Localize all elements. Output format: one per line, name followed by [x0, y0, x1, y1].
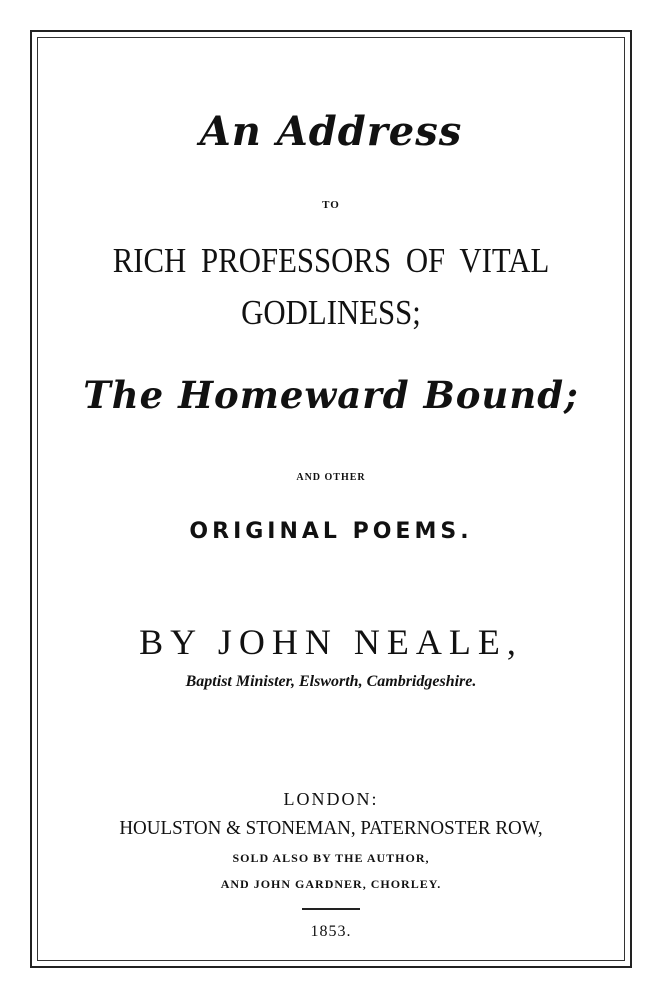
title-homeward-bound: The Homeward Bound; — [83, 373, 579, 417]
imprint-rule — [302, 908, 360, 910]
author-line: BY JOHN NEALE, — [139, 622, 523, 662]
title-to: TO — [322, 199, 340, 211]
title-an-address: An Address — [199, 108, 463, 155]
publication-year: 1853. — [310, 923, 352, 940]
title-original-poems: ORIGINAL POEMS. — [189, 519, 473, 544]
publisher-line: HOULSTON & STONEMAN, PATERNOSTER ROW, — [119, 817, 543, 839]
sold-also-line: SOLD ALSO BY THE AUTHOR, — [232, 851, 430, 865]
imprint-city: LONDON: — [283, 789, 379, 809]
author-description: Baptist Minister, Elsworth, Cambridgeshire. — [185, 673, 477, 690]
title-godliness: GODLINESS; — [241, 293, 421, 332]
title-rich-professors: RICH PROFESSORS OF VITAL — [112, 241, 550, 280]
gardner-line: AND JOHN GARDNER, CHORLEY. — [220, 877, 442, 891]
title-and-other: AND OTHER — [296, 472, 366, 483]
